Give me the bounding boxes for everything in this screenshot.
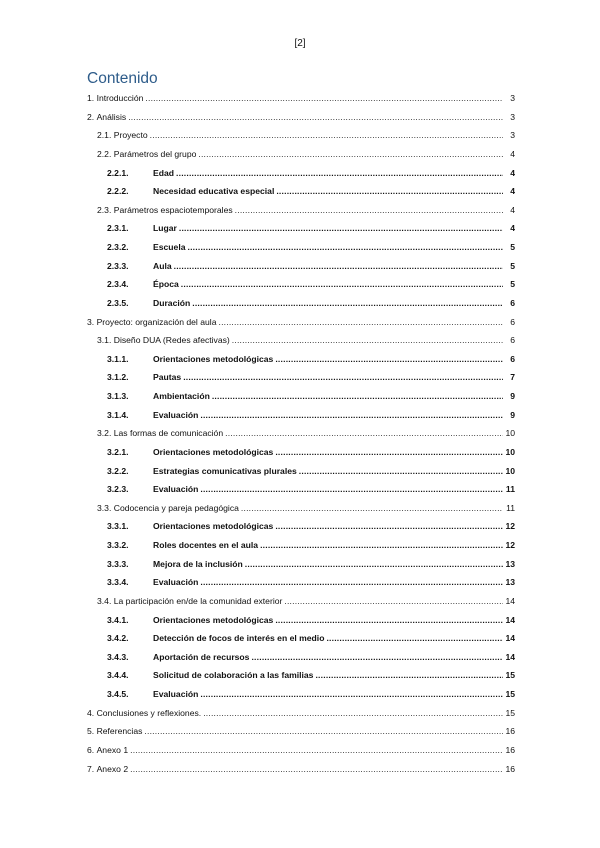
- toc-entry-text: Conclusiones y reflexiones.: [96, 707, 202, 718]
- toc-entry-text: Roles docentes en el aula: [153, 540, 259, 550]
- toc-entry-text: Evaluación: [153, 484, 199, 495]
- toc-page-ref: 12: [505, 540, 515, 550]
- toc-page-ref: 12: [505, 521, 515, 532]
- toc-leader: [235, 201, 503, 220]
- toc-entry-3-1-4[interactable]: [87, 406, 515, 425]
- toc-entry-number: 2.3.1.: [107, 223, 129, 234]
- toc-leader: [130, 741, 503, 760]
- toc-leader: [144, 722, 503, 741]
- toc-entry-number: 3.4.3.: [107, 651, 129, 662]
- toc-entry-text: Ambientación: [153, 391, 210, 401]
- toc-entry-2-2-2[interactable]: [87, 182, 515, 201]
- toc-page-ref: 14: [505, 651, 515, 662]
- toc-entry-number: 7.: [87, 763, 95, 774]
- toc-leader: [200, 406, 503, 425]
- toc-leader: [241, 499, 503, 518]
- toc-entry-number: 2.3.: [97, 204, 112, 215]
- toc-leader: [188, 238, 504, 257]
- toc-entry-text: Aula: [153, 260, 172, 271]
- toc-entry-number: 2.2.1.: [107, 167, 129, 178]
- toc-page-ref: 11: [505, 484, 515, 495]
- toc-entry-6[interactable]: [87, 741, 515, 760]
- toc-entry-number: 3.2.3.: [107, 484, 129, 495]
- toc-entry-text: Aportación de recursos: [153, 651, 250, 662]
- toc-entry-1[interactable]: [87, 89, 515, 108]
- toc-leader: [299, 462, 503, 481]
- toc-leader: [200, 685, 503, 704]
- toc-page-ref: 15: [505, 670, 515, 681]
- toc-page-ref: 6: [510, 335, 515, 346]
- toc-leader: [145, 89, 503, 108]
- toc-entry-2-3[interactable]: [87, 201, 515, 220]
- toc-leader: [150, 126, 503, 145]
- toc-leader: [275, 443, 503, 462]
- toc-page-ref: 6: [510, 297, 515, 308]
- toc-entry-3-4-4[interactable]: [87, 666, 515, 685]
- toc-entry-number: 2.: [87, 111, 95, 122]
- toc-entry-number: 3.1.1.: [107, 353, 129, 364]
- toc-page-ref: 10: [505, 465, 515, 476]
- toc-entry-text: Duración: [153, 297, 191, 308]
- toc-entry-3-2[interactable]: [87, 424, 515, 443]
- toc-leader: [198, 145, 503, 164]
- toc-leader: [275, 611, 503, 630]
- toc-entry-text: Introducción: [96, 93, 144, 103]
- toc-entry-5[interactable]: [87, 722, 515, 741]
- toc-entry-text: Referencias: [96, 726, 143, 737]
- toc-entry-text: Orientaciones metodológicas: [153, 521, 274, 532]
- toc-leader: [192, 294, 503, 313]
- toc-page-ref: 11: [506, 502, 515, 513]
- toc-page-ref: 13: [505, 577, 515, 588]
- toc-entry-text: Análisis: [96, 111, 127, 122]
- toc-entry-number: 3.4.: [97, 595, 112, 606]
- toc-entry-text: Evaluación: [153, 409, 199, 420]
- toc-entry-number: 2.3.5.: [107, 297, 129, 308]
- toc-entry-text: Mejora de la inclusión: [153, 558, 243, 569]
- toc-leader: [181, 275, 503, 294]
- toc-entry-number: 3.2.2.: [107, 465, 129, 476]
- toc-page-ref: 14: [505, 595, 515, 606]
- toc-entry-text: Anexo 2: [96, 763, 129, 774]
- toc-entry-text: Evaluación: [153, 689, 199, 699]
- toc-page-ref: 16: [505, 744, 515, 755]
- toc-entry-3-4-5[interactable]: [87, 685, 515, 704]
- toc-entry-text: Edad: [153, 167, 175, 178]
- page-number: [2]: [294, 38, 306, 49]
- toc-entry-3-3-3[interactable]: [87, 555, 515, 574]
- toc-page-ref: 4: [510, 148, 515, 159]
- toc-page-ref: 16: [505, 726, 515, 737]
- toc-entry-text: Orientaciones metodológicas: [153, 614, 274, 625]
- toc-entry-text: Codocencia y pareja pedagógica: [113, 502, 239, 513]
- toc-page-ref: 15: [505, 707, 515, 718]
- toc-entry-3-4-3[interactable]: [87, 648, 515, 667]
- toc-entry-text: Estrategias comunicativas plurales: [153, 465, 297, 476]
- toc-entry-text: Parámetros espaciotemporales: [113, 204, 233, 215]
- toc-leader: [275, 517, 503, 536]
- toc-leader: [203, 704, 503, 723]
- toc-list: [87, 89, 515, 778]
- toc-page-ref: 6: [510, 316, 515, 327]
- toc-entry-number: 3.: [87, 316, 95, 327]
- toc-leader: [260, 536, 503, 555]
- toc-entry-text: La participación en/de la comunidad exterior: [113, 595, 283, 606]
- toc-entry-number: 3.4.2.: [107, 633, 129, 644]
- toc-leader: [183, 368, 503, 387]
- toc-page-ref: 14: [505, 614, 515, 625]
- toc-entry-3-1-2[interactable]: [87, 368, 515, 387]
- toc-page-ref: 6: [510, 353, 515, 364]
- toc-entry-number: 3.4.1.: [107, 614, 129, 625]
- toc-entry-number: 3.3.: [97, 502, 112, 513]
- toc-entry-number: 3.3.2.: [107, 540, 129, 550]
- toc-leader: [245, 555, 503, 574]
- toc-entry-number: 2.3.4.: [107, 279, 129, 290]
- toc-entry-text: Pautas: [153, 372, 182, 383]
- toc-entry-4[interactable]: [87, 704, 515, 723]
- toc-entry-text: Proyecto: [113, 130, 148, 141]
- toc-title: Contenido: [87, 70, 158, 87]
- toc-entry-3[interactable]: [87, 313, 515, 332]
- toc-entry-number: 2.3.2.: [107, 242, 129, 252]
- toc-leader: [232, 331, 503, 350]
- toc-entry-3-3-2[interactable]: [87, 536, 515, 555]
- toc-entry-2-1[interactable]: [87, 126, 515, 145]
- toc-entry-number: 6.: [87, 744, 95, 755]
- toc-page-ref: 9: [510, 391, 515, 401]
- toc-page-ref: 3: [510, 93, 515, 103]
- toc-page-ref: 4: [510, 167, 515, 178]
- toc-entry-2-3-5[interactable]: [87, 294, 515, 313]
- toc-leader: [276, 182, 503, 201]
- toc-page-ref: 5: [510, 260, 515, 271]
- toc-entry-text: Solicitud de colaboración a las familias: [153, 670, 314, 681]
- toc-page-ref: 3: [510, 111, 515, 122]
- toc-page-ref: 15: [505, 689, 515, 699]
- toc-page-ref: 10: [505, 428, 515, 439]
- toc-entry-3-4[interactable]: [87, 592, 515, 611]
- toc-leader: [130, 760, 503, 779]
- toc-entry-3-1-1[interactable]: [87, 350, 515, 369]
- toc-entry-number: 1.: [87, 93, 95, 103]
- toc-leader: [200, 480, 503, 499]
- toc-leader: [128, 108, 503, 127]
- toc-entry-2-3-2[interactable]: [87, 238, 515, 257]
- toc-entry-number: 2.3.3.: [107, 260, 129, 271]
- toc-entry-3-3-4[interactable]: [87, 573, 515, 592]
- toc-entry-text: Época: [153, 279, 179, 290]
- toc-entry-number: 3.1.4.: [107, 409, 129, 420]
- toc-entry-number: 2.1.: [97, 130, 112, 141]
- toc-page-ref: 10: [505, 446, 515, 457]
- toc-leader: [212, 387, 503, 406]
- toc-entry-7[interactable]: [87, 760, 515, 779]
- toc-entry-number: 3.3.1.: [107, 521, 129, 532]
- toc-entry-2-3-3[interactable]: [87, 257, 515, 276]
- toc-entry-text: Proyecto: organización del aula: [96, 316, 217, 327]
- toc-entry-3-2-2[interactable]: [87, 462, 515, 481]
- toc-page-ref: 4: [510, 204, 515, 215]
- toc-entry-3-1-3[interactable]: [87, 387, 515, 406]
- toc-entry-number: 5.: [87, 726, 95, 737]
- toc-leader: [275, 350, 503, 369]
- toc-entry-text: Necesidad educativa especial: [153, 186, 275, 197]
- toc-entry-3-2-3[interactable]: [87, 480, 515, 499]
- toc-entry-text: Evaluación: [153, 577, 199, 588]
- toc-entry-3-4-2[interactable]: [87, 629, 515, 648]
- toc-leader: [218, 313, 503, 332]
- toc-page-ref: 14: [505, 633, 515, 644]
- toc-entry-3-2-1[interactable]: [87, 443, 515, 462]
- toc-page-ref: 4: [510, 186, 515, 197]
- toc-leader: [200, 573, 503, 592]
- toc-entry-number: 3.1.2.: [107, 372, 129, 383]
- toc-entry-number: 2.2.2.: [107, 186, 129, 197]
- toc-entry-text: Las formas de comunicación: [113, 428, 224, 439]
- toc-entry-text: Detección de focos de interés en el medio: [153, 633, 325, 644]
- toc-entry-number: 3.2.1.: [107, 446, 129, 457]
- toc-entry-3-1[interactable]: [87, 331, 515, 350]
- toc-entry-2-2-1[interactable]: [87, 164, 515, 183]
- toc-entry-number: 3.1.3.: [107, 391, 129, 401]
- toc-page-ref: 4: [510, 223, 515, 234]
- toc-entry-text: Escuela: [153, 242, 186, 252]
- toc-entry-text: Anexo 1: [96, 744, 129, 755]
- toc-entry-text: Orientaciones metodológicas: [153, 446, 274, 457]
- toc-leader: [326, 629, 503, 648]
- toc-entry-number: 3.4.4.: [107, 670, 129, 681]
- toc-entry-text: Diseño DUA (Redes afectivas): [113, 335, 230, 346]
- toc-leader: [315, 666, 503, 685]
- toc-entry-text: Lugar: [153, 223, 177, 234]
- toc-entry-3-3[interactable]: [87, 499, 515, 518]
- toc-entry-number: 3.3.3.: [107, 558, 129, 569]
- toc-entry-2-3-1[interactable]: [87, 219, 515, 238]
- toc-entry-2-3-4[interactable]: [87, 275, 515, 294]
- toc-page-ref: 16: [505, 763, 515, 774]
- toc-page-ref: 9: [510, 409, 515, 420]
- toc-page-ref: 13: [505, 558, 515, 569]
- toc-leader: [284, 592, 503, 611]
- toc-entry-number: 3.2.: [97, 428, 112, 439]
- toc-entry-text: Orientaciones metodológicas: [153, 353, 274, 364]
- toc-page-ref: 5: [510, 279, 515, 290]
- toc-page-ref: 7: [510, 372, 515, 383]
- toc-entry-number: 3.3.4.: [107, 577, 129, 588]
- toc-leader: [179, 219, 503, 238]
- toc-entry-text: Parámetros del grupo: [113, 148, 197, 159]
- toc-entry-3-4-1[interactable]: [87, 611, 515, 630]
- toc-entry-2-2[interactable]: [87, 145, 515, 164]
- toc-entry-number: 3.1.: [97, 335, 112, 346]
- toc-page-ref: 3: [510, 130, 515, 141]
- toc-leader: [251, 648, 503, 667]
- toc-entry-number: 2.2.: [97, 148, 112, 159]
- toc-leader: [176, 164, 503, 183]
- toc-entry-number: 3.4.5.: [107, 689, 129, 699]
- toc-entry-2[interactable]: [87, 108, 515, 127]
- toc-page-ref: 5: [510, 242, 515, 252]
- toc-leader: [174, 257, 503, 276]
- toc-entry-number: 4.: [87, 707, 95, 718]
- toc-leader: [225, 424, 503, 443]
- toc-entry-3-3-1[interactable]: [87, 517, 515, 536]
